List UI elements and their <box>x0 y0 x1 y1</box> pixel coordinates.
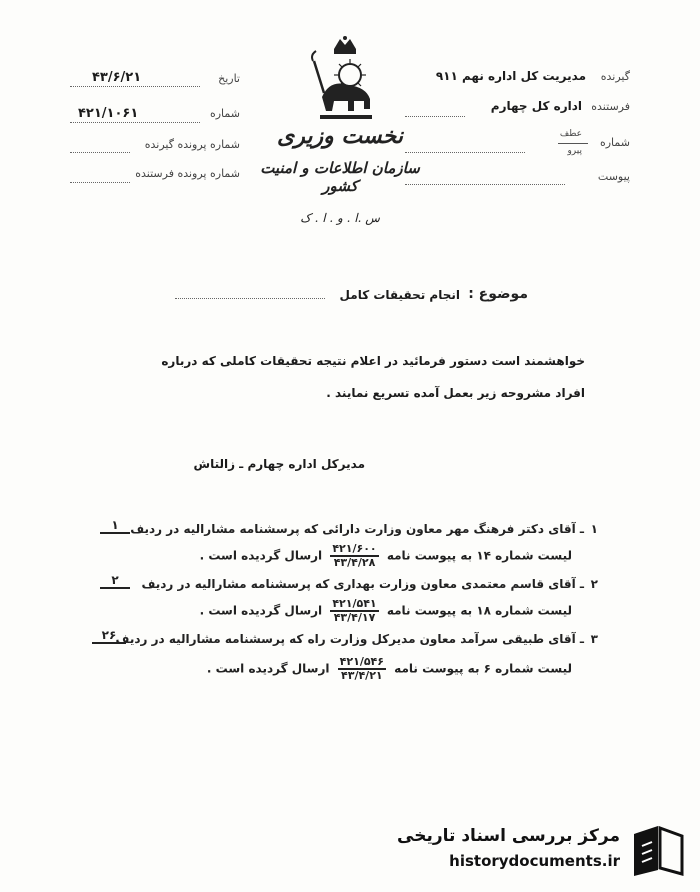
item-2-line-1: ـ آقای قاسم معتمدی معاون وزارت بهداری که پرسشنامه مشارالیه در ردیف <box>141 577 584 591</box>
receiver-label: گیرنده <box>600 70 630 83</box>
item-2-list-text: لیست شماره ۱۸ به پیوست نامه <box>386 603 572 618</box>
item-2-row-number: ۲ <box>100 573 130 589</box>
receiver-file-dotted-line <box>70 152 130 153</box>
item-3-line-1: ـ آقای طبیقی سرآمد معاون مدیرکل وزارت راه که پرسشنامه مشارالیه در ردیف <box>115 632 584 646</box>
item-1-list-text: لیست شماره ۱۴ به پیوست نامه <box>386 548 572 563</box>
item-3-fraction-numerator: ۴۲۱/۵۴۶ <box>339 655 384 668</box>
receiver-file-label: شماره پرونده گیرنده <box>144 138 240 151</box>
number-value: ۴۲۱/۱۰۶۱ <box>78 106 139 121</box>
sender-label: فرستنده <box>591 100 630 113</box>
item-1-number: ۱ <box>590 522 598 536</box>
item-3-sent-text: ارسال گردیده است . <box>206 661 330 676</box>
item-1-letter-fraction <box>330 543 378 569</box>
archive-watermark <box>397 820 692 882</box>
item-3-row-number: ۲۶ <box>92 628 126 644</box>
item-1-fraction-denominator: ۴۳/۴/۲۸ <box>333 556 376 569</box>
header-right-block <box>405 66 630 186</box>
item-2-letter-fraction <box>330 598 378 624</box>
attachment-dotted-line <box>405 184 565 185</box>
org-code: س .ا . و . ا . ک <box>300 211 380 225</box>
item-3-fraction-denominator: ۴۳/۴/۲۱ <box>341 669 383 682</box>
archive-logo-icon <box>628 824 686 878</box>
item-1-line-1: ـ آقای دکتر فرهنگ مهر معاون وزارت دارائی که پرسشنامه مشارالیه در ردیف <box>130 522 584 536</box>
item-2-sent-text: ارسال گردیده است . <box>199 603 323 618</box>
attachment-label: پیوست <box>597 170 630 183</box>
body-line-1: خواهشمند است دستور فرمائید در اعلام نتیجه تحقیقات کاملی که درباره <box>161 354 585 368</box>
number-label: شماره <box>209 107 240 120</box>
body-line-2: افراد مشروحه زیر بعمل آمده تسریع نمایند . <box>326 386 585 400</box>
number-dotted-line <box>70 122 200 123</box>
item-3-list-text: لیست شماره ۶ به پیوست نامه <box>394 661 572 676</box>
org-name-primary: نخست وزیری <box>277 123 403 149</box>
org-name-secondary: سازمان اطلاعات و امنیت کشور <box>260 159 420 195</box>
receiver-value: مدیریت کل اداره نهم ۹۱۱ <box>435 69 586 83</box>
subject-dotted-line <box>175 298 325 299</box>
sender-dotted-line <box>405 116 465 117</box>
date-value: ۴۳/۶/۲۱ <box>92 70 142 85</box>
item-2-fraction-numerator: ۴۲۱/۵۴۱ <box>332 597 377 610</box>
item-1-fraction-numerator: ۴۲۱/۶۰۰ <box>332 542 377 555</box>
lion-and-sun-emblem <box>310 35 380 127</box>
subject-label: موضوع : <box>468 286 528 302</box>
item-2-fraction-denominator: ۴۳/۴/۱۷ <box>333 611 376 624</box>
header-center-block <box>255 35 425 235</box>
item-3-letter-fraction <box>338 656 386 682</box>
sender-value: اداره کل چهارم <box>490 99 582 113</box>
item-2-number: ۲ <box>590 577 598 591</box>
ref-divider <box>558 143 588 144</box>
sender-file-dotted-line <box>70 182 130 183</box>
watermark-url: historydocuments.ir <box>449 852 620 870</box>
item-3-number: ۳ <box>590 632 598 646</box>
item-1-sent-text: ارسال گردیده است . <box>199 548 323 563</box>
signature: مدیرکل اداره چهارم ـ زالتاش <box>193 457 365 471</box>
date-label: تاریخ <box>218 72 240 85</box>
ref-dotted-line <box>405 152 525 153</box>
ref-number-label: شماره <box>599 136 630 149</box>
watermark-title: مرکز بررسی اسناد تاریخی <box>397 826 620 846</box>
follow-label: پیرو <box>567 146 582 156</box>
item-1-line-2 <box>200 543 572 569</box>
item-3-line-2 <box>207 656 572 682</box>
item-2-line-2 <box>200 598 572 624</box>
item-1-row-number: ۱ <box>100 518 130 534</box>
header-left-block <box>70 70 250 190</box>
sender-file-label: شماره پرونده فرستنده <box>135 167 240 180</box>
subject-value: انجام تحقیقات کامل <box>339 288 460 302</box>
ref-label: عطف <box>559 129 582 139</box>
date-dotted-line <box>70 86 200 87</box>
